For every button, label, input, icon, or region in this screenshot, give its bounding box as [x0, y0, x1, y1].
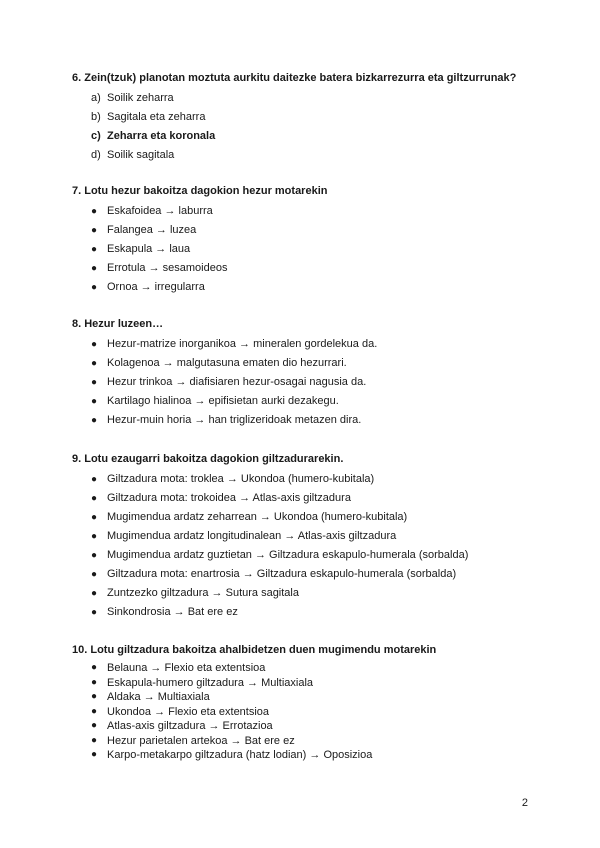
- option-letter: b): [91, 111, 101, 123]
- list-item-text: Mugimendua ardatz guztietan → Giltzadura eskapulo-humerala (sorbalda): [107, 549, 469, 561]
- question-8: [72, 317, 542, 430]
- list-item-text: Kolagenoa → malgutasuna ematen dio hezurrari.: [107, 357, 347, 369]
- list-item: [72, 546, 542, 565]
- question-6: [72, 71, 542, 165]
- list-item: [72, 565, 542, 584]
- bullet-icon: ●: [91, 720, 98, 731]
- bullet-icon: ●: [91, 358, 98, 369]
- list-item: [72, 690, 542, 705]
- list-item-text: Falangea → luzea: [107, 224, 197, 236]
- list-item-text: Karpo-metakarpo giltzadura (hatz lodian) → Oposizioa: [107, 749, 373, 761]
- option-text: Zeharra eta koronala: [107, 130, 216, 142]
- list-item-text: Eskafoidea → laburra: [107, 205, 213, 217]
- list-item-text: Ornoa → irregularra: [107, 281, 205, 293]
- list-item: [72, 489, 542, 508]
- list-item: [72, 470, 542, 489]
- list-item: [72, 705, 542, 720]
- bullet-icon: ●: [91, 282, 98, 293]
- list-item-text: Zuntzezko giltzadura → Sutura sagitala: [107, 587, 299, 599]
- list-item: [72, 603, 542, 622]
- list-item-text: Hezur trinkoa → diafisiaren hezur-osagai nagusia da.: [107, 376, 367, 388]
- question-8-title: 8. Hezur luzeen…: [72, 318, 164, 330]
- bullet-icon: ●: [91, 474, 98, 485]
- bullet-icon: ●: [91, 569, 98, 580]
- bullet-icon: ●: [91, 734, 98, 746]
- question-10-title: 10. Lotu giltzadura bakoitza ahalbidetzen duen mugimendu motarekin: [72, 644, 437, 656]
- option-a: [72, 89, 542, 108]
- bullet-icon: ●: [91, 607, 98, 618]
- bullet-icon: ●: [91, 415, 98, 426]
- bullet-icon: ●: [91, 263, 98, 274]
- list-item-text: Giltzadura mota: trokoidea → Atlas-axis giltzadura: [107, 492, 351, 504]
- option-c-correct: [72, 127, 542, 146]
- list-item-text: Kartilago hialinoa → epifisietan aurki dezakegu.: [107, 395, 339, 407]
- list-item-text: Eskapula-humero giltzadura → Multiaxiala: [107, 676, 314, 689]
- list-item-text: Aldaka → Multiaxiala: [107, 691, 210, 703]
- list-item-text: Mugimendua ardatz zeharrean → Ukondoa (humero-kubitala): [107, 511, 408, 523]
- list-item: [72, 719, 542, 734]
- bullet-icon: ●: [91, 512, 98, 523]
- list-item: [72, 748, 542, 763]
- question-10: [72, 643, 542, 763]
- list-item: [72, 373, 542, 392]
- list-item: [72, 278, 542, 297]
- bullet-icon: ●: [91, 749, 98, 760]
- bullet-icon: ●: [91, 396, 98, 407]
- list-item-text: Belauna → Flexio eta extentsioa: [107, 662, 266, 674]
- option-text: Sagitala eta zeharra: [107, 111, 206, 123]
- bullet-icon: ●: [91, 206, 98, 217]
- list-item-text: Ukondoa → Flexio eta extentsioa: [107, 705, 270, 718]
- bullet-icon: ●: [91, 225, 98, 236]
- list-item: [72, 527, 542, 546]
- list-item-text: Giltzadura mota: enartrosia → Giltzadura eskapulo-humerala (sorbalda): [107, 568, 457, 580]
- list-item: [72, 202, 542, 221]
- list-item-text: Errotula → sesamoideos: [107, 262, 228, 274]
- list-item: [72, 508, 542, 527]
- question-6-title: 6. Zein(tzuk) planotan moztuta aurkitu daitezke batera bizkarrezurra eta giltzurrunak?: [72, 72, 517, 84]
- bullet-icon: ●: [91, 531, 98, 542]
- list-item-text: Sinkondrosia → Bat ere ez: [107, 606, 238, 618]
- list-item-text: Hezur-matrize inorganikoa → mineralen gordelekua da.: [107, 338, 378, 350]
- option-letter: c): [91, 130, 101, 142]
- list-item-text: Giltzadura mota: troklea → Ukondoa (humero-kubitala): [107, 473, 375, 485]
- bullet-icon: ●: [91, 691, 98, 702]
- option-letter: d): [91, 149, 101, 161]
- list-item: [72, 354, 542, 373]
- bullet-icon: ●: [91, 493, 98, 504]
- list-item: [72, 240, 542, 259]
- question-8-list: [72, 335, 542, 430]
- bullet-icon: ●: [91, 676, 98, 688]
- list-item-text: Hezur parietalen artekoa → Bat ere ez: [107, 734, 295, 747]
- option-b: [72, 108, 542, 127]
- question-10-list: [72, 661, 542, 763]
- question-7: [72, 184, 542, 297]
- option-text: Soilik sagitala: [107, 149, 175, 161]
- question-7-list: [72, 202, 542, 297]
- bullet-icon: ●: [91, 662, 98, 673]
- question-9-list: [72, 470, 542, 622]
- list-item: [72, 259, 542, 278]
- bullet-icon: ●: [91, 588, 98, 599]
- option-d: [72, 146, 542, 165]
- list-item: [72, 392, 542, 411]
- question-7-title: 7. Lotu hezur bakoitza dagokion hezur motarekin: [72, 185, 328, 197]
- option-letter: a): [91, 92, 101, 104]
- bullet-icon: ●: [91, 339, 98, 350]
- bullet-icon: ●: [91, 550, 98, 561]
- question-9-title: 9. Lotu ezaugarri bakoitza dagokion giltzadurarekin.: [72, 453, 344, 465]
- bullet-icon: ●: [91, 244, 98, 255]
- question-6-options: [72, 89, 542, 165]
- option-text: Soilik zeharra: [107, 92, 174, 104]
- list-item: [72, 661, 542, 676]
- list-item-text: Eskapula → laua: [107, 243, 191, 255]
- list-item: [72, 676, 542, 691]
- list-item: [72, 221, 542, 240]
- list-item: [72, 411, 542, 430]
- list-item-text: Hezur-muin horia → han triglizeridoak metazen dira.: [107, 414, 362, 426]
- bullet-icon: ●: [91, 705, 98, 717]
- page-number: 2: [521, 797, 528, 809]
- list-item: [72, 335, 542, 354]
- bullet-icon: ●: [91, 377, 98, 388]
- list-item-text: Atlas-axis giltzadura → Errotazioa: [107, 720, 273, 732]
- question-9: [72, 452, 542, 622]
- list-item: [72, 584, 542, 603]
- list-item: [72, 734, 542, 749]
- list-item-text: Mugimendua ardatz longitudinalean → Atlas-axis giltzadura: [107, 530, 397, 542]
